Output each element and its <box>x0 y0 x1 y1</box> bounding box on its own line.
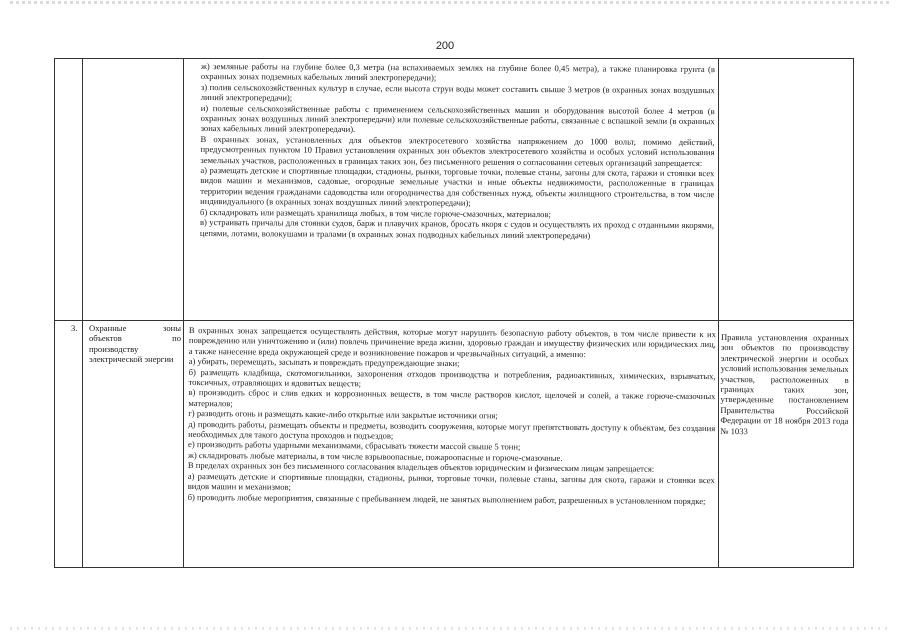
regulations-table <box>54 58 854 568</box>
restriction-paragraph: б) проводить любые мероприятия, связанные с пребыванием людей, не занятых выполнением работ, разрешенных в установленном порядке; <box>187 491 706 506</box>
legal-reference: Правила установления охранных зон объектов по производству электрической энергии и особых условий использования земельных участков, расположенных в границах таких зон, утвержденные постановлением Правительства Российской Федерации от 18 ноября 2013 года № 1033 <box>720 332 849 436</box>
column-divider-number <box>82 59 83 567</box>
page-number: 200 <box>435 40 455 52</box>
restriction-paragraph: з) полив сельскохозяйственных культур в случае, если высота струи воды может составить свыше 3 метров (в охранных зонах воздушных линий электропередачи); <box>200 81 715 103</box>
scan-edge-top <box>10 1 890 4</box>
restriction-paragraph: В пределах охранных зон без письменного согласования владельцев объектов юридическим и физическим лицам запрещается: <box>187 460 655 474</box>
column-divider-restrictions <box>718 59 719 567</box>
restriction-paragraph: г) разводить огонь и размещать какие-либо открытые или закрытые источники огня; <box>188 408 498 421</box>
restriction-paragraph: ж) земляные работы на глубине более 0,3 метра (на вспахиваемых землях на глубине более 0,45 метра), а также планировка грунта (в охранных зонах подземных кабельных линий электропередачи); <box>200 61 715 83</box>
row-number: 3. <box>71 323 78 333</box>
scan-edge-bottom <box>10 627 890 630</box>
restriction-paragraph: а) убирать, перемещать, засыпать и повреждать предупреждающие знаки; <box>188 356 460 369</box>
restriction-paragraph: В охранных зонах запрещается осуществлять действия, которые могут нарушить безопасную работу объектов, в том числе привести к их повреждению или уничтожению и (или) повлечь причинение вреда жизни, здоровью граждан и имуществу физических или юридических лиц, а также нанесение вреда окружающей среде и возникновение пожаров и чрезвычайных ситуаций, а именно: <box>188 325 716 359</box>
restriction-paragraph: ж) складировать любые материалы, в том числе взрывоопасные, пожароопасные и горюче-смазочные. <box>187 449 563 463</box>
restrictions-cell-continued <box>200 61 715 241</box>
row-divider <box>55 320 853 321</box>
restriction-paragraph: а) размещать детские и спортивные площадки, стадионы, рынки, торговые точки, полевые станы, загоны для скота, гаражи и стоянки всех видов машин и механизмов; <box>187 470 715 492</box>
restriction-paragraph: В охранных зонах, установленных для объектов электросетевого хозяйства напряжением до 1000 вольт, помимо действий, предусмотренных пунктом 10 Правил установления охранных зон объектов электросетевого хозяйства и особых условий использования земельных участков, расположенных в границах таких зон, без письменного решения о согласовании сетевых организаций запрещается: <box>200 133 715 168</box>
restriction-paragraph: е) производить работы ударными механизмами, сбрасывать тяжести массой свыше 5 тонн; <box>188 439 521 453</box>
column-divider-object <box>183 59 184 567</box>
restriction-paragraph: в) устраивать причалы для стоянки судов, барж и плавучих кранов, бросать якоря с судов и осуществлять их проход с отданными якорями, цепями, лотами, волокушами и тралами (в охранных зонах подводных кабельных линий электропередачи) <box>199 217 715 240</box>
zone-object-name: Охранные зоны объектов по производству электрической энергии <box>89 323 181 365</box>
restriction-paragraph: д) проводить работы, размещать объекты и предметы, возводить сооружения, которые могут препятствовать доступу к объектам, без создания необходимых для такого доступа проходов и подъездов; <box>188 418 716 441</box>
restriction-paragraph: б) размещать кладбища, скотомогильники, захоронения отходов производства и потребления, радиоактивных, химических, взрывчатых, токсичных, отравляющих и ядовитых веществ; <box>188 366 716 389</box>
restriction-paragraph: а) размещать детские и спортивные площадки, стадионы, рынки, торговые точки, полевые станы, загоны для скота, гаражи и стоянки всех видов машин и механизмов, садовые, огородные земельные участки и иные объекты недвижимости, расположенные в границах территории ведения гражданами садоводства или огородничества для собственных нужд, объекты жилищного строительства, в том числе индивидуального (в охранных зонах воздушных линий электропередачи); <box>200 165 715 208</box>
restriction-paragraph: б) складировать или размещать хранилища любых, в том числе горюче-смазочных, материалов; <box>200 206 551 219</box>
restrictions-cell <box>188 325 716 506</box>
restriction-paragraph: и) полевые сельскохозяйственные работы с применением сельскохозяйственных машин и оборудования высотой более 4 метров (в охранных зонах воздушных линий электропередачи) или полевые сельскохозяйственные работы, связанные с вспашкой земли (в охранных зонах кабельных линий электропередачи). <box>200 102 715 135</box>
restriction-paragraph: в) производить сброс и слив едких и коррозионных веществ, в том числе растворов кислот, щелочей и солей, а также горюче-смазочных материалов; <box>188 387 716 409</box>
